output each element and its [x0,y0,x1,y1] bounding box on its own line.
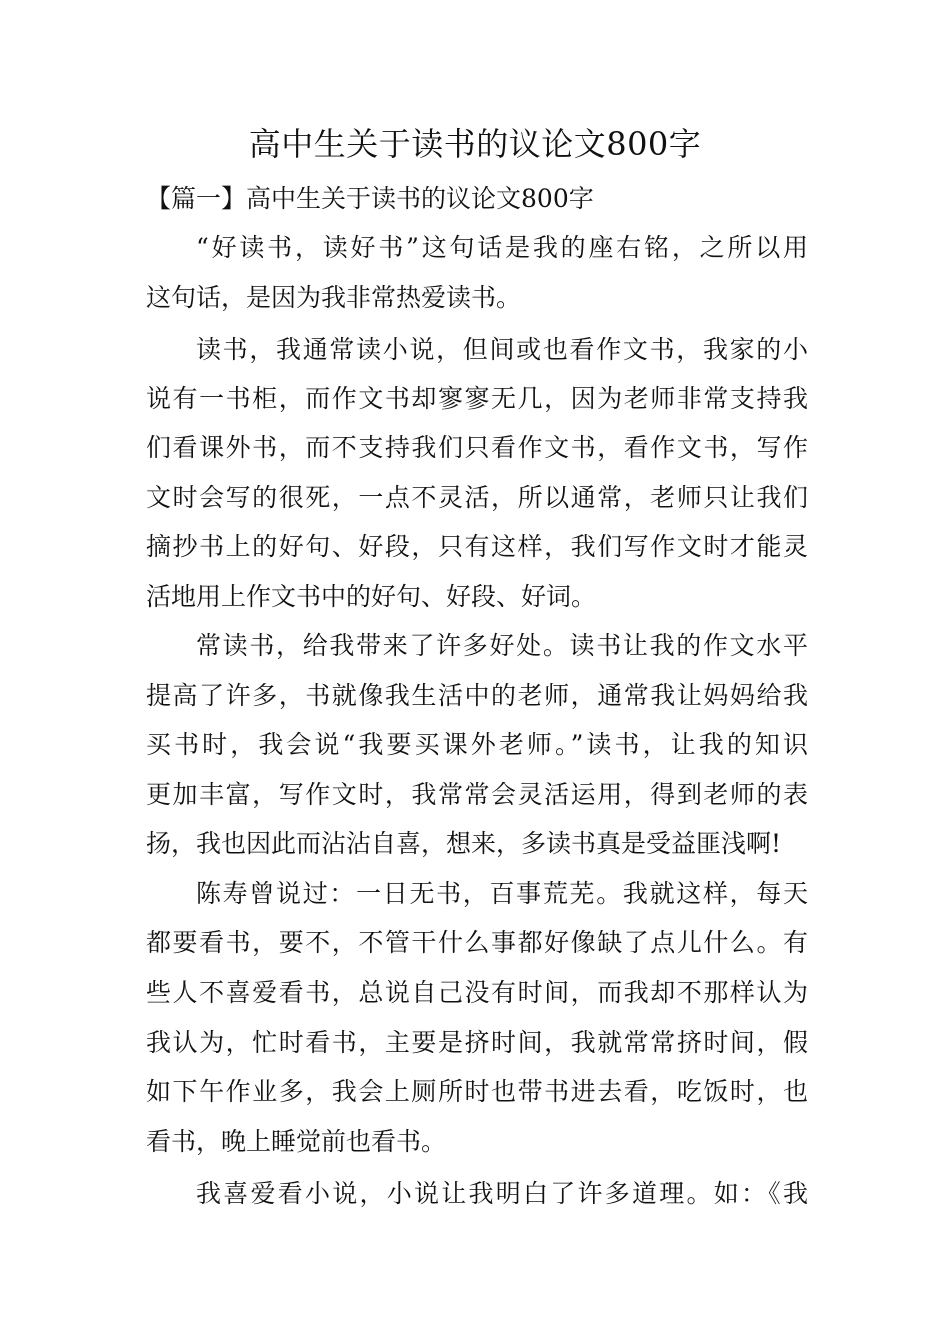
section-heading: 【篇一】高中生关于读书的议论文800字 [146,184,594,213]
paragraph-line: 活地用上作文书中的好句、好段、好词。 [146,582,597,611]
paragraph-line: 扬，我也因此而沾沾自喜，想来，多读书真是受益匪浅啊! [146,829,782,858]
paragraph-line: 摘抄书上的好句、好段，只有这样，我们写作文时才能灵 [146,532,808,561]
paragraph-line: “好读书，读好书”这句话是我的座右铭，之所以用 [196,233,808,262]
paragraph-line: 陈寿曾说过：一日无书，百事荒芜。我就这样，每天 [196,879,808,908]
paragraph-line: 文时会写的很死，一点不灵活，所以通常，老师只让我们 [146,483,808,512]
paragraph-line: 这句话，是因为我非常热爱读书。 [146,283,522,312]
paragraph-line: 读书，我通常读小说，但间或也看作文书，我家的小 [196,335,808,364]
paragraph-line: 们看课外书，而不支持我们只看作文书，看作文书，写作 [146,433,808,462]
paragraph-line: 常读书，给我带来了许多好处。读书让我的作文水平 [196,631,808,660]
paragraph-line: 说有一书柜，而作文书却寥寥无几，因为老师非常支持我 [146,384,808,413]
paragraph-line: 些人不喜爱看书，总说自己没有时间，而我却不那样认为 [146,978,808,1007]
paragraph-line: 我喜爱看小说，小说让我明白了许多道理。如：《我 [196,1179,808,1208]
paragraph-line: 如下午作业多，我会上厕所时也带书进去看，吃饭时，也 [146,1077,808,1106]
paragraph-line: 看书，晚上睡觉前也看书。 [146,1127,447,1156]
paragraph-line: 更加丰富，写作文时，我常常会灵活运用，得到老师的表 [146,780,808,809]
paragraph-line: 买书时，我会说“我要买课外老师。”读书，让我的知识 [146,730,808,759]
document-title: 高中生关于读书的议论文800字 [248,125,702,163]
paragraph-line: 我认为，忙时看书，主要是挤时间，我就常常挤时间，假 [146,1028,808,1057]
paragraph-line: 都要看书，要不，不管干什么事都好像缺了点儿什么。有 [146,928,808,957]
paragraph-line: 提高了许多，书就像我生活中的老师，通常我让妈妈给我 [146,681,808,710]
